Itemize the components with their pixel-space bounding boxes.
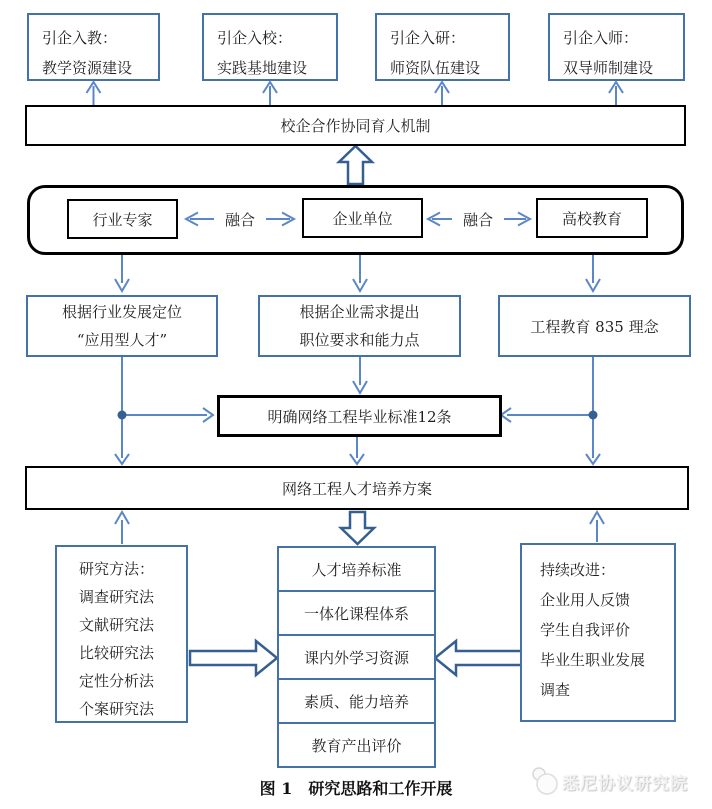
mid-box-engineering-education-label: 工程教育 835 理念	[530, 317, 659, 336]
block-arrow-right-icon	[190, 641, 277, 675]
block-arrow-down-icon	[341, 512, 374, 544]
mid-box-engineering-education	[498, 295, 691, 357]
fusion-box-enterprise	[302, 198, 423, 238]
top-box-teaching-line1: 引企入教：	[42, 29, 118, 47]
top-box-campus-line1: 引企入校：	[217, 29, 293, 47]
fusion-label-left: 融合	[214, 209, 266, 230]
arrow-standards-to-plan-icon	[350, 437, 364, 464]
fusion-label-right: 融合	[452, 209, 504, 230]
top-box-research	[375, 13, 510, 81]
plan-label: 网络工程人才培养方案	[281, 479, 432, 498]
arrow-mid-to-standards-icon	[353, 357, 367, 393]
block-arrow-up-icon	[339, 146, 372, 184]
fusion-box-industry-experts	[67, 199, 178, 239]
top-box-campus-line2: 实践基地建设	[217, 59, 308, 77]
mid-box-enterprise-needs-line1: 根据企业需求提出	[299, 303, 420, 321]
outcomes-stack	[277, 546, 436, 768]
methods-item: 比较研究法	[79, 644, 155, 662]
watermark	[528, 759, 712, 803]
methods-item: 文献研究法	[79, 616, 155, 634]
improvement-item: 学生自我评价	[540, 621, 631, 639]
standards-label: 明确网络工程毕业标准12条	[267, 407, 452, 426]
outcome-box-curriculum	[277, 590, 436, 636]
improvement-item: 调查	[540, 681, 571, 699]
arrows-to-top-boxes-icon	[87, 82, 624, 105]
top-box-research-line2: 师资队伍建设	[390, 59, 481, 77]
watermark-logo-icon	[528, 765, 562, 797]
improvement-item: 毕业生职业发展	[540, 651, 646, 669]
arrows-to-mid-boxes-icon	[115, 255, 600, 291]
fusion-box-enterprise-label: 企业单位	[332, 209, 393, 228]
mid-box-industry-position	[26, 295, 218, 357]
mid-box-enterprise-needs-line2: 职位要求和能力点	[299, 331, 420, 349]
outcome-box-resources	[277, 634, 436, 680]
watermark-text: 悉尼协议研究院	[562, 773, 688, 794]
mid-box-enterprise-needs	[258, 295, 461, 357]
top-box-mentor-line2: 双导师制建设	[563, 59, 654, 77]
mechanism-box	[25, 105, 686, 146]
outcome-label: 教育产出评价	[311, 736, 402, 755]
outcome-label: 素质、能力培养	[303, 692, 409, 711]
methods-item: 个案研究法	[79, 700, 155, 718]
top-box-research-line1: 引企入研：	[390, 29, 466, 47]
top-box-campus	[202, 13, 338, 81]
arrows-from-bottom-boxes-icon	[115, 512, 604, 544]
fusion-box-university	[536, 198, 648, 238]
improvement-box	[520, 543, 676, 722]
outcome-label: 课内外学习资源	[303, 648, 409, 667]
top-box-teaching-line2: 教学资源建设	[42, 59, 133, 77]
fusion-box-industry-experts-label: 行业专家	[92, 210, 153, 229]
outcome-box-standard	[277, 546, 436, 592]
figure-caption: 图 1 研究思路和工作开展	[259, 779, 453, 798]
top-box-teaching	[27, 13, 160, 81]
outcome-box-quality	[277, 678, 436, 724]
block-arrow-left-icon	[435, 641, 522, 675]
methods-title: 研究方法：	[79, 560, 155, 578]
improvement-item: 企业用人反馈	[540, 591, 631, 609]
top-box-mentor	[548, 13, 685, 81]
mid-box-industry-position-line1: 根据行业发展定位	[61, 303, 182, 321]
mid-box-industry-position-line2: “应用型人才”	[76, 331, 168, 349]
improvement-title: 持续改进：	[540, 561, 616, 579]
outcome-label: 人才培养标准	[311, 560, 402, 579]
plan-box	[25, 466, 689, 510]
junction-right-icon	[501, 357, 600, 464]
methods-box	[55, 545, 188, 723]
outcome-box-evaluation	[277, 722, 436, 768]
methods-item: 调查研究法	[79, 588, 155, 606]
top-box-mentor-line1: 引企入师：	[563, 29, 639, 47]
methods-item: 定性分析法	[79, 672, 155, 690]
junction-left-icon	[115, 357, 213, 464]
mechanism-label: 校企合作协同育人机制	[280, 117, 431, 135]
standards-box	[217, 395, 502, 437]
outcome-label: 一体化课程体系	[303, 604, 409, 623]
fusion-box-university-label: 高校教育	[561, 209, 622, 228]
